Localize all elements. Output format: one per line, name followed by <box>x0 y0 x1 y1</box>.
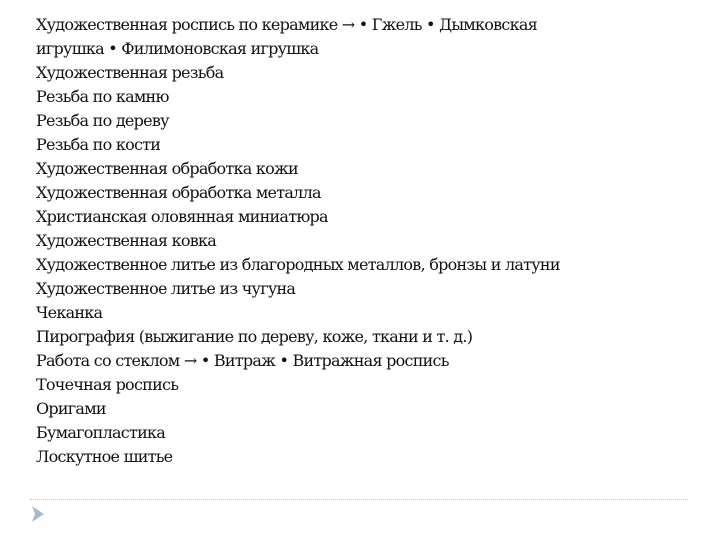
list-item: Христианская оловянная миниатюра <box>36 207 328 226</box>
list-item: Точечная роспись <box>36 375 179 394</box>
list-item: Лоскутное шитье <box>36 447 173 466</box>
list-item: Художественная обработка кожи <box>36 159 298 178</box>
list-item: Художественная резьба <box>36 63 224 82</box>
list-item: Работа со стеклом → • Витраж • Витражная роспись <box>36 351 449 370</box>
list-item: Художественное литье из благородных металлов, бронзы и латуни <box>36 255 560 274</box>
list-item: Резьба по кости <box>36 135 161 154</box>
list-item: Оригами <box>36 399 106 418</box>
list-item: Бумагопластика <box>36 423 166 442</box>
triangle-right-icon-shape <box>32 506 44 522</box>
list-item: Пирография (выжигание по дереву, коже, ткани и т. д.) <box>36 327 473 346</box>
list-item: Резьба по дереву <box>36 111 169 130</box>
list-item: Художественная роспись по керамике → • Гжель • Дымковская <box>36 15 537 34</box>
footer-divider <box>30 499 688 500</box>
list-item: Художественная ковка <box>36 231 216 250</box>
list-item: игрушка • Филимоновская игрушка <box>36 39 319 58</box>
triangle-right-icon[interactable] <box>31 505 45 523</box>
list-item: Чеканка <box>36 303 103 322</box>
craft-list <box>36 13 686 469</box>
list-item: Резьба по камню <box>36 87 169 106</box>
list-item: Художественная обработка металла <box>36 183 321 202</box>
list-item: Художественное литье из чугуна <box>36 279 296 298</box>
